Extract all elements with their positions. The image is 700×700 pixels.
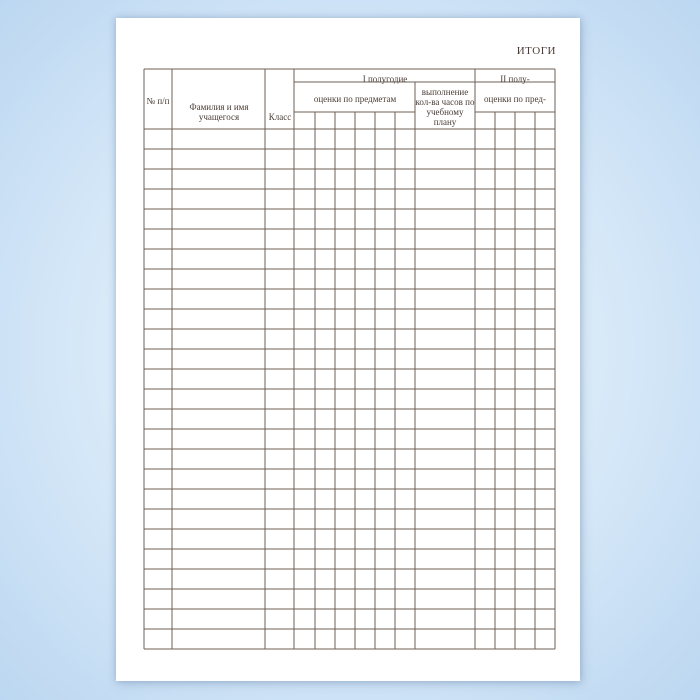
header-term2: II полу-	[500, 74, 530, 84]
header-term1-grades: оценки по предметам	[313, 94, 397, 104]
header-class: Класс	[268, 112, 292, 122]
header-term1-hours: выполнение кол-ва часов по учебному плану	[415, 87, 475, 127]
header-term1: I полугодие	[362, 74, 408, 84]
page-title: ИТОГИ	[516, 45, 556, 57]
header-num: № п/п	[146, 96, 170, 106]
header-student-name: Фамилия и имя учащегося	[189, 102, 249, 122]
document-page	[116, 18, 580, 681]
header-term2-grades: оценки по пред-	[484, 94, 546, 104]
